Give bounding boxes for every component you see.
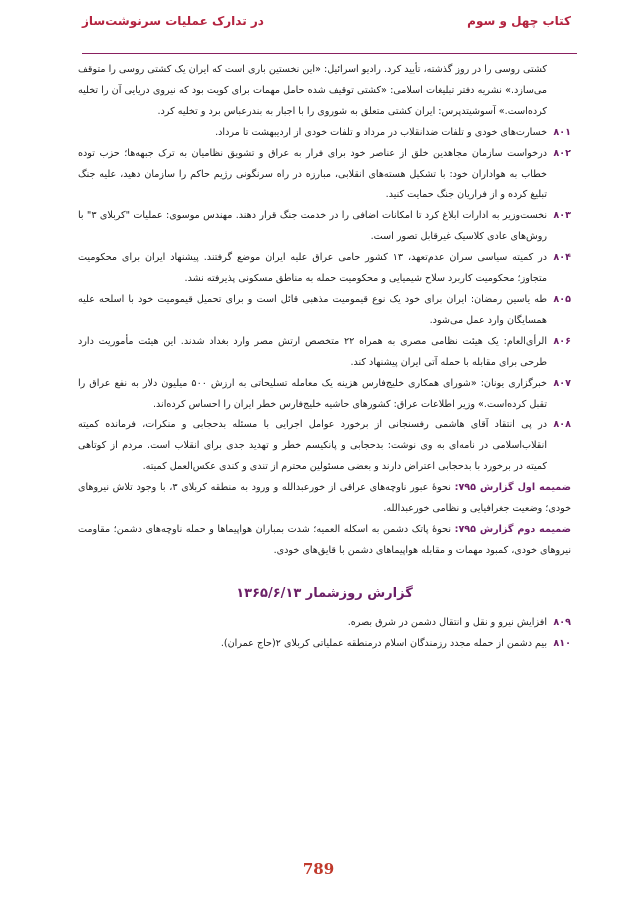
report-item [78, 332, 571, 374]
supplement-label: ضمیمه اول گزارش ۷۹۵: [454, 482, 572, 494]
item-text: نخست‌وزیر به ادارات ابلاغ کرد تا امکانات اضافی را در خدمت جنگ قرار دهند. مهندس موسوی: عملیات "کربلای ۳" با روش‌های عادی کلاسیک غیرقابل تصور است. [78, 210, 547, 243]
book-title: کتاب چهل و سوم [467, 14, 571, 28]
item-text: درخواست سازمان مجاهدین خلق از عناصر خود برای فرار به عراق و تشویق نظامیان به ترک جبهه‌ها؛ حزب توده خطاب به هواداران خود: با تشکیل هسته‌های انقلابی، مبارزه در راه سرنگونی رژیم حاکم را سازمان دهید، علیه جنگ تبلیغ کرده و از فراریان جنگ حمایت کنید. [78, 147, 547, 201]
item-number: ۸۰۷ [553, 377, 571, 389]
item-number: ۸۰۴ [553, 252, 571, 264]
supplement-first [78, 478, 571, 520]
item-number: ۸۰۳ [553, 210, 571, 222]
report-item [78, 206, 571, 248]
item-text: خبرگزاری یونان: «شورای همکاری خلیج‌فارس هزینه یک معامله تسلیحاتی به ارزش ۵۰۰ میلیون دلار به نفع عراق را تقبل کرده‌است.» وزیر اطلاعات عراق: کشورهای حاشیه خلیج‌فارس خطر ایران را احساس کرده‌اند. [78, 377, 547, 410]
supplement-text: نحوهٔ پاتک دشمن به اسکله العمیه؛ شدت بمباران هواپیماها و حمله ناوچه‌های دشمن؛ مقاومت نیروهای خودی، کمبود مهمات و مقابله هواپیماهای دشمن با قایق‌های خودی. [78, 523, 571, 556]
item-number: ۸۰۹ [553, 616, 571, 628]
report-item [78, 248, 571, 290]
item-number: ۸۱۰ [553, 637, 571, 649]
daily-report-title: گزارش روزشمار ۱۳۶۵/۶/۱۳ [236, 585, 413, 601]
item-text: افزایش نیرو و نقل و انتقال دشمن در شرق بصره. [347, 616, 547, 628]
report-item [78, 613, 571, 634]
item-text: طه یاسین رمضان: ایران برای خود یک نوع قیمومیت مذهبی قائل است و برای تحمیل قیمومیت خود با اسلحه علیه همسایگان وارد عمل می‌شود. [78, 293, 547, 326]
item-number: ۸۰۸ [553, 419, 571, 431]
item-text: در کمیته سیاسی سران عدم‌تعهد، ۱۳ کشور حامی عراق علیه ایران موضع گرفتند. پیشنهاد ایران برای محکومیت متجاوز؛ محکومیت کاربرد سلاح شیمیایی و محکومیت حمله به مناطق مسکونی پذیرفته نشد. [78, 252, 548, 285]
report-item [78, 634, 571, 655]
supplement-second [78, 520, 571, 562]
supplement-text: نحوهٔ عبور ناوچه‌های عراقی از خورعبدالله و ورود به منطقه کربلای ۳، با وجود تلاش نیروهای خودی؛ وضعیت جغرافیایی و نظامی خورعبدالله. [78, 482, 571, 515]
page-header [82, 10, 571, 34]
item-number: ۸۰۱ [553, 126, 571, 138]
report-item [78, 374, 571, 416]
report-item [78, 415, 571, 478]
header-divider [82, 53, 577, 54]
chapter-title: در تدارک عملیات سرنوشت‌ساز [82, 14, 264, 28]
item-number: ۸۰۲ [553, 147, 571, 159]
page-body [78, 60, 571, 654]
report-item [78, 144, 571, 207]
supplement-label: ضمیمه دوم گزارش ۷۹۵: [454, 523, 571, 535]
intro-paragraph: کشتی روسی را در روز گذشته، تأیید کرد. رادیو اسرائیل: «این نخستین باری است که ایران یک کشتی روسی را متوقف می‌سازد.» نشریه دفتر تبلیغات اسلامی: «کشتی توقیف شده حامل مهمات برای کویت بود که نیروی دریایی آن را تخلیه کرده‌است.» آسوشیتدپرس: ایران کشتی متعلق به شوروی را با اجبار به بندرعباس برد و تخلیه کرد. [78, 64, 547, 117]
item-text: الرأی‌العام: یک هیئت نظامی مصری به همراه ۲۲ متخصص ارتش مصر وارد بغداد شدند. این هیئت مأموریت دارد طرحی برای مقابله با حمله آتی ایران پیشنهاد کند. [78, 335, 547, 368]
report-item [78, 123, 571, 144]
item-number: ۸۰۶ [553, 335, 571, 347]
item-text: خسارت‌های خودی و تلفات ضدانقلاب در مرداد و تلفات خودی از اردیبهشت تا مرداد. [215, 126, 547, 138]
item-text: بیم دشمن از حمله مجدد رزمندگان اسلام درمنطقه عملیاتی کربلای ۲(حاج عمران). [220, 637, 547, 649]
item-text: در پی انتقاد آقای هاشمی رفسنجانی از برخورد عوامل اجرایی با مسئله بدحجابی و منکرات، فرمانده کمیته انقلاب‌اسلامی در نامه‌ای به وی نوشت: بدحجابی و پانکیسم خطر و تهدید جدی برای انقلاب است. مردم از کوتاهی کمیته در برخورد با بدحجابی اعتراض دارند و بعضی مسئولین محترم از تندی و کندی عکس‌العمل کمیته. [78, 419, 547, 473]
report-item [78, 290, 571, 332]
page-number: 789 [302, 860, 335, 878]
item-number: ۸۰۵ [553, 293, 571, 305]
